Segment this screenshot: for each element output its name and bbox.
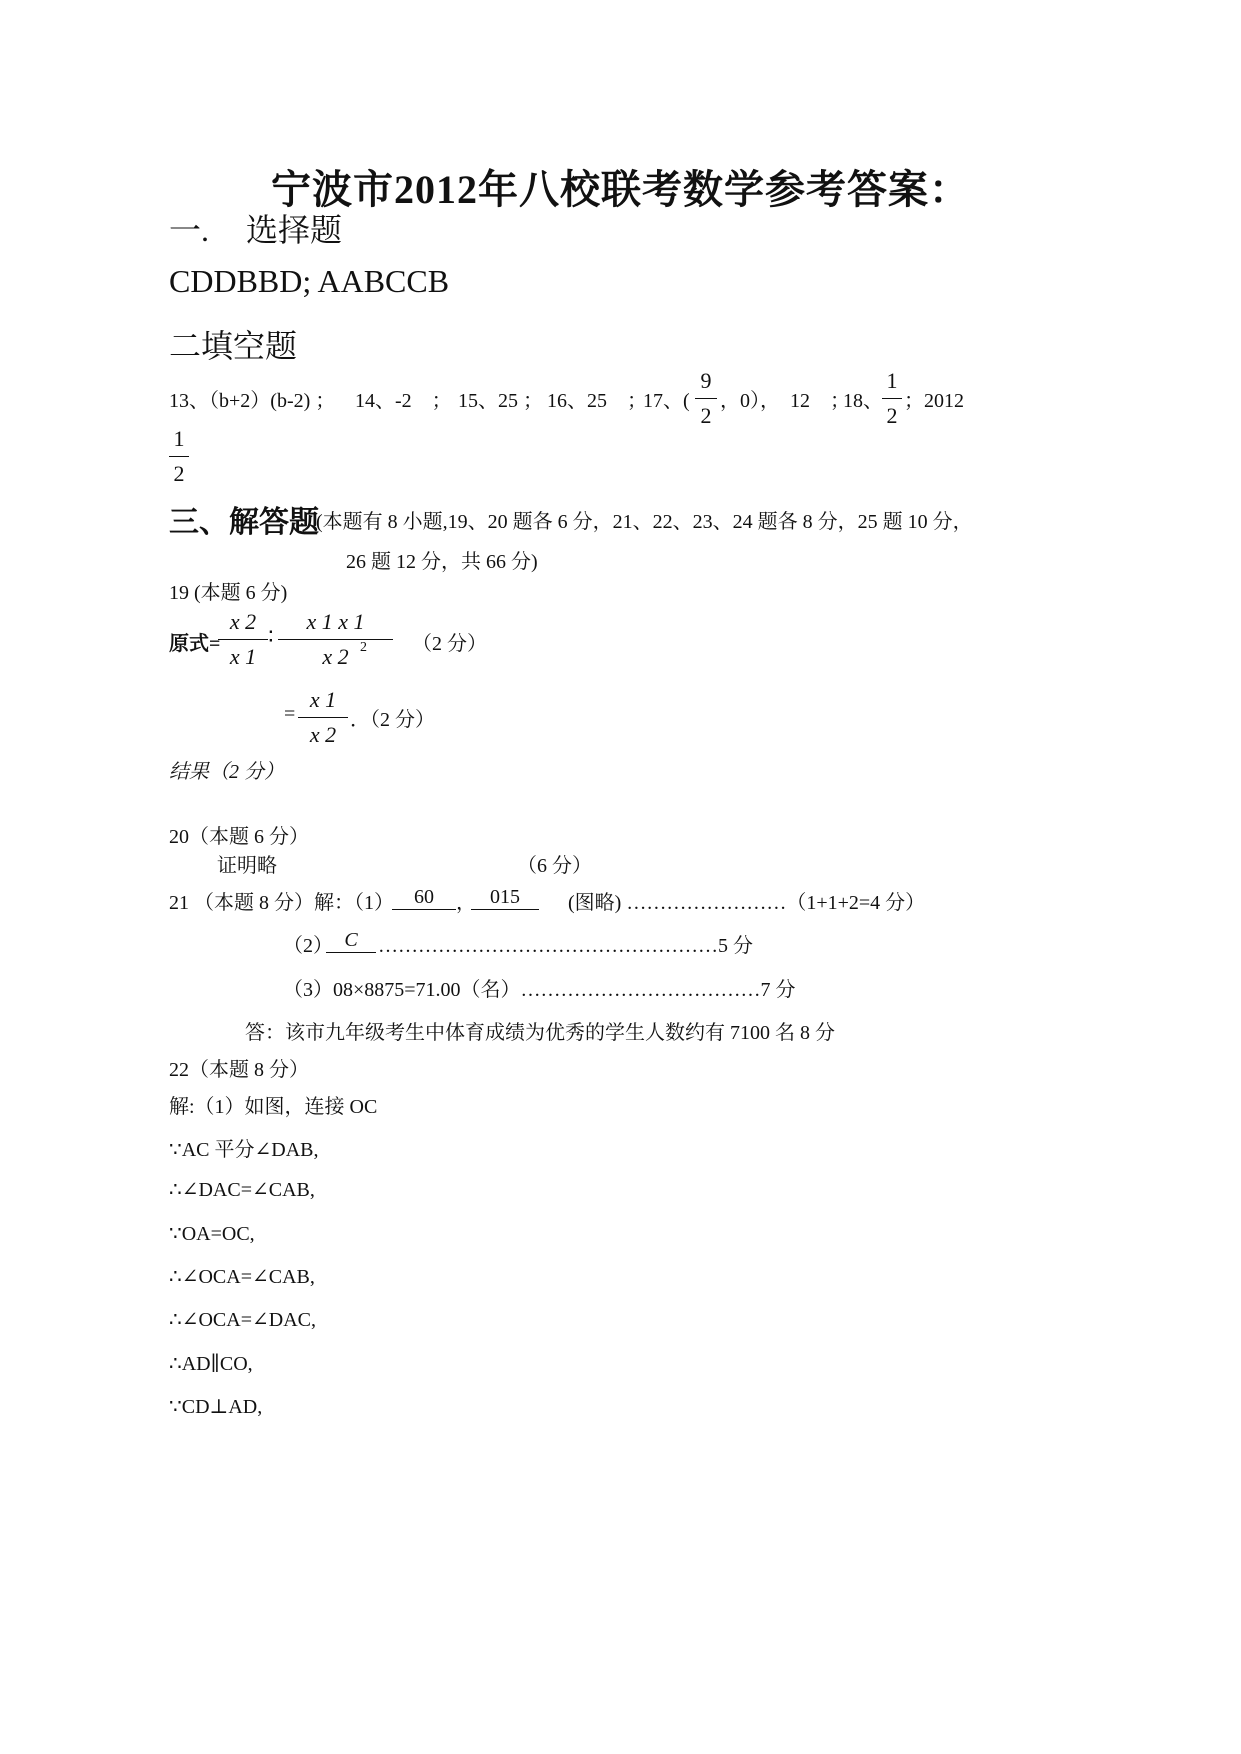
- fill-answer-17-suffix: ，0）， 12 ；: [720, 390, 850, 412]
- q19-exponent: 2: [360, 640, 367, 655]
- q21-blank-3-value: C: [326, 929, 376, 953]
- fraction-1-over-2: [882, 366, 902, 431]
- fraction-numerator: 9: [700, 368, 712, 393]
- q19-score-2: ．（2 分）: [350, 709, 435, 731]
- fraction-denominator: x 2: [322, 644, 349, 669]
- fill-answer-17-prefix: 17、(: [643, 390, 690, 412]
- fraction-numerator: x 2: [229, 609, 257, 634]
- page-title: 宁波市2012年八校联考数学参考答案：: [271, 167, 970, 212]
- q22-line-6: ∴∠OCA=∠DAC,: [169, 1309, 316, 1331]
- fraction-numerator: x 1 x 1: [306, 609, 365, 634]
- fraction-denominator: 2: [173, 461, 185, 486]
- section-two-title: 二填空题: [169, 328, 298, 364]
- fill-answer-16: 16、25 ；: [547, 390, 647, 412]
- fraction-bar: [278, 639, 393, 640]
- q21-blank-3: [326, 929, 376, 953]
- q19-heading: 19 (本题 6 分): [169, 582, 288, 604]
- q22-line-1: 解:（1）如图，连接 OC: [169, 1096, 378, 1118]
- q20-score: （6 分）: [517, 855, 592, 877]
- q19-fraction-1: [218, 607, 268, 672]
- q22-line-4: ∵OA=OC,: [169, 1223, 255, 1245]
- q19-equals: =: [284, 703, 296, 725]
- q21-blank-2: [471, 886, 539, 910]
- fraction-9-over-2: [695, 366, 717, 431]
- choice-answers: CDDBBD; AABCCB: [169, 263, 450, 299]
- q21-answer: 答：该市九年级考生中体育成绩为优秀的学生人数约有 7100 名 8 分: [245, 1022, 835, 1044]
- fraction-numerator: 1: [173, 426, 185, 451]
- q21-part2-label: （2）: [283, 935, 333, 957]
- q19-original-expression-label: 原式=: [169, 633, 221, 655]
- fraction-continued: [169, 424, 189, 489]
- division-dot-symbol: ∶: [268, 624, 274, 649]
- q22-line-5: ∴∠OCA=∠CAB,: [169, 1266, 315, 1288]
- q19-score-1: （2 分）: [412, 633, 487, 655]
- q22-line-8: ∵CD⊥AD,: [169, 1396, 263, 1418]
- q22-heading: 22（本题 8 分）: [169, 1059, 309, 1081]
- q21-part1-tail: (图略) ……………………（1+1+2=4 分）: [568, 892, 926, 914]
- fill-answer-13: 13、（b+2）(b-2) ；: [169, 390, 336, 412]
- fraction-denominator: 2: [700, 403, 712, 428]
- q21-part2-tail: ……………………………………………5 分: [378, 935, 753, 957]
- fill-answer-15: 15、25 ；: [458, 390, 543, 412]
- q22-line-7: ∴AD∥CO,: [169, 1353, 253, 1375]
- section-three-note-cont: 26 题 12 分，共 66 分): [346, 551, 538, 573]
- q19-fraction-3: [298, 685, 348, 750]
- fill-answer-14: 14、-2 ；: [355, 390, 452, 412]
- fraction-bar: [695, 398, 717, 399]
- q21-heading: 21 （本题 8 分）解：（1）: [169, 892, 394, 914]
- q19-fraction-2: [278, 607, 393, 672]
- fraction-denominator: 2: [886, 403, 898, 428]
- fraction-numerator: 1: [886, 368, 898, 393]
- q22-line-2: ∵AC 平分∠DAB,: [169, 1139, 319, 1161]
- fraction-denominator: x 1: [229, 644, 257, 669]
- q22-line-3: ∴∠DAC=∠CAB,: [169, 1179, 315, 1201]
- section-one-title: 选择题: [246, 212, 343, 248]
- q20-proof: 证明略: [217, 855, 277, 877]
- section-one-number: 一.: [169, 212, 210, 248]
- fill-answer-18-suffix: ；2012: [904, 390, 964, 412]
- q21-blank-1: [392, 886, 456, 910]
- fill-answer-18-prefix: 18、: [843, 390, 883, 412]
- q21-part3: （3）08×8875=71.00（名）………………………………7 分: [283, 979, 796, 1001]
- q21-blank-1-value: 60: [392, 886, 456, 910]
- fraction-bar: [169, 456, 189, 457]
- fraction-bar: [882, 398, 902, 399]
- q21-comma: ，: [456, 892, 476, 914]
- q21-blank-2-value: 015: [471, 886, 539, 910]
- q20-heading: 20（本题 6 分）: [169, 826, 309, 848]
- fraction-numerator: x 1: [309, 687, 337, 712]
- q19-result: 结果（2 分）: [169, 761, 284, 783]
- fraction-bar: [218, 639, 268, 640]
- fraction-denominator: x 2: [309, 722, 337, 747]
- fraction-bar: [298, 717, 348, 718]
- section-three-note: (本题有 8 小题,19、20 题各 6 分，21、22、23、24 题各 8 分，25 题 10 分，: [316, 511, 973, 533]
- section-three-title: 三、解答题: [169, 506, 319, 539]
